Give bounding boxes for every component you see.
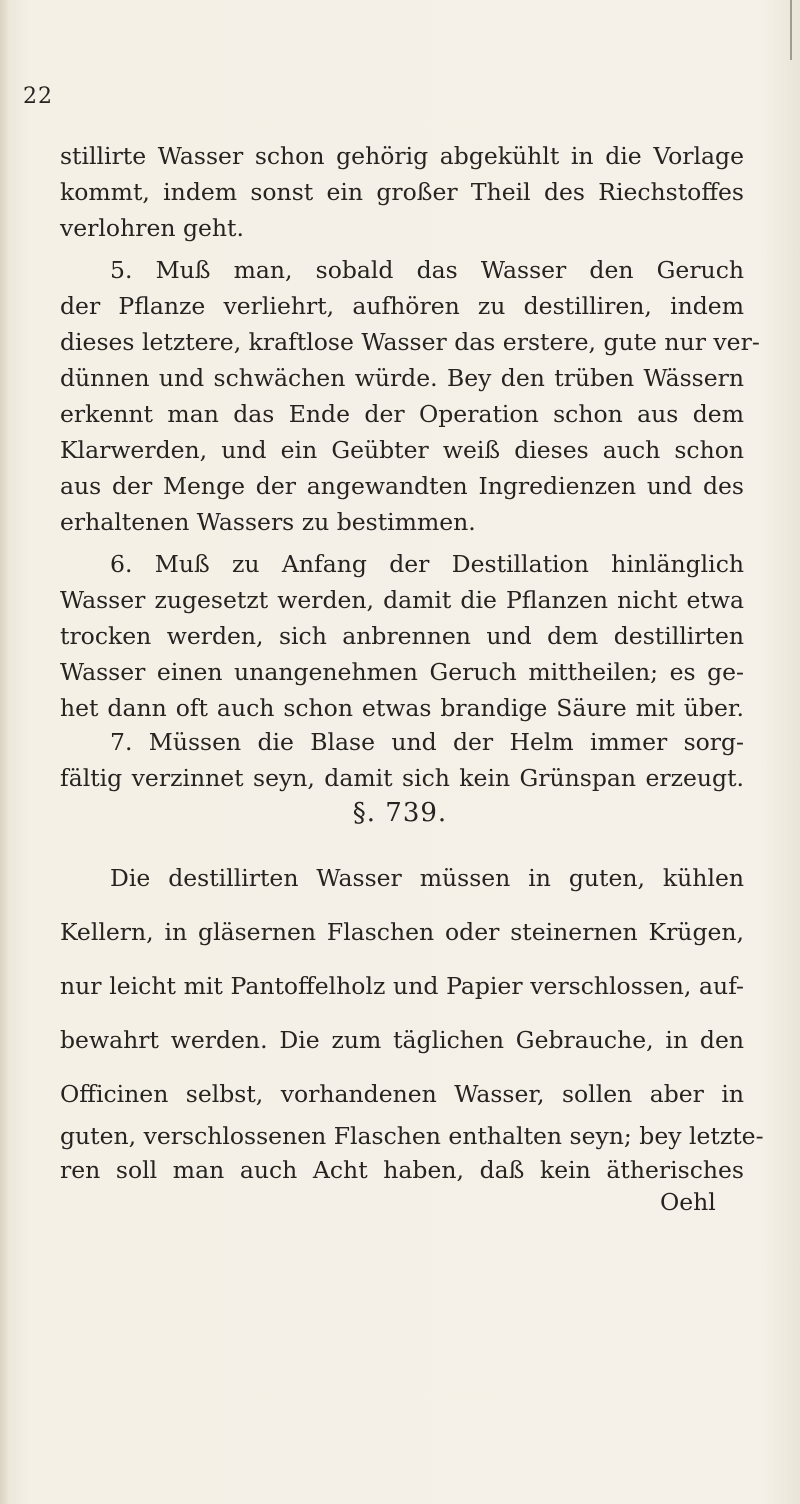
text-line-23: Officinen selbst, vorhandenen Wasser, sollen aber in xyxy=(60,1080,744,1108)
catch-word: Oehl xyxy=(660,1188,716,1216)
text-line-8: erkennt man das Ende der Operation schon aus dem xyxy=(60,400,744,428)
text-line-20: Kellern, in gläsernen Flaschen oder steinernen Krügen, xyxy=(60,918,744,946)
text-line-12: 6. Muß zu Anfang der Destillation hinlänglich xyxy=(110,550,744,578)
text-line-7: dünnen und schwächen würde. Bey den trüben Wässern xyxy=(60,364,744,392)
page-edge-mark xyxy=(790,0,792,60)
text-line-13: Wasser zugesetzt werden, damit die Pflanzen nicht etwa xyxy=(60,586,744,614)
text-line-14: trocken werden, sich anbrennen und dem destillirten xyxy=(60,622,744,650)
page-number: 22 xyxy=(23,84,53,109)
text-line-16: het dann oft auch schon etwas brandige Säure mit über. xyxy=(60,694,744,722)
text-line-10: aus der Menge der angewandten Ingredienzen und des xyxy=(60,472,744,500)
text-line-1: stillirte Wasser schon gehörig abgekühlt in die Vorlage xyxy=(60,142,744,170)
text-line-6: dieses letztere, kraftlose Wasser das erstere, gute nur ver- xyxy=(60,328,760,356)
text-line-18: fältig verzinnet seyn, damit sich kein Grünspan erzeugt. xyxy=(60,764,744,792)
page-gutter-shadow xyxy=(0,0,10,1504)
text-line-21: nur leicht mit Pantoffelholz und Papier verschlossen, auf- xyxy=(60,972,744,1000)
text-line-24: guten, verschlossenen Flaschen enthalten seyn; bey letzte- xyxy=(60,1122,764,1150)
text-line-5: der Pflanze verliehrt, aufhören zu destilliren, indem xyxy=(60,292,744,320)
text-line-17: 7. Müssen die Blase und der Helm immer sorg- xyxy=(110,728,744,756)
text-line-2: kommt, indem sonst ein großer Theil des Riechstoffes xyxy=(60,178,744,206)
text-line-22: bewahrt werden. Die zum täglichen Gebrauche, in den xyxy=(60,1026,744,1054)
text-line-3: verlohren geht. xyxy=(60,214,244,242)
text-line-4: 5. Muß man, sobald das Wasser den Geruch xyxy=(110,256,744,284)
text-line-15: Wasser einen unangenehmen Geruch mittheilen; es ge- xyxy=(60,658,744,686)
section-heading: §. 739. xyxy=(352,798,448,828)
text-line-25: ren soll man auch Acht haben, daß kein ätherisches xyxy=(60,1156,744,1184)
text-line-19: Die destillirten Wasser müssen in guten, kühlen xyxy=(110,864,744,892)
text-line-9: Klarwerden, und ein Geübter weiß dieses auch schon xyxy=(60,436,744,464)
text-line-11: erhaltenen Wassers zu bestimmen. xyxy=(60,508,476,536)
